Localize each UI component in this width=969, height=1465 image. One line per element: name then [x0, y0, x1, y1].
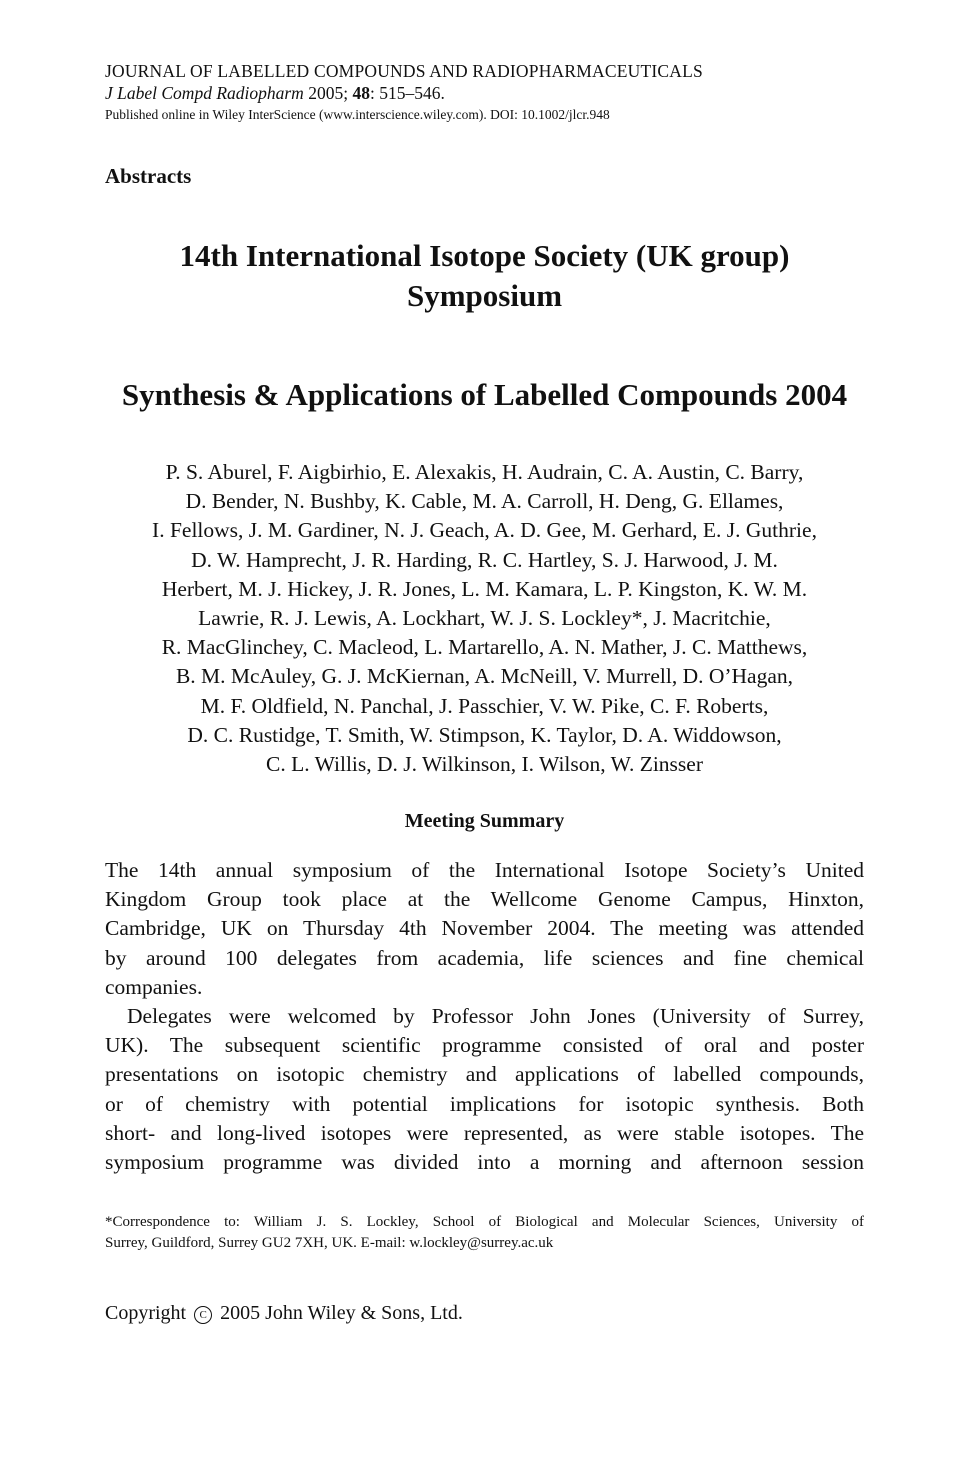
text-line: symposium programme was divided into a morning and afternoon session [105, 1150, 864, 1175]
citation-year: 2005; [308, 83, 349, 103]
journal-abbrev: J Label Compd Radiopharm [105, 83, 304, 103]
text-line: The 14th annual symposium of the International Isotope Society’s United [105, 858, 864, 882]
text-line: UK). The subsequent scientific programme consisted of oral and poster [105, 1033, 864, 1058]
author-line: Herbert, M. J. Hickey, J. R. Jones, L. M. Kamara, L. P. Kingston, K. W. M. [161, 576, 808, 601]
citation-volume: 48 [352, 83, 370, 103]
text-line: presentations on isotopic chemistry and applications of labelled compounds, [105, 1062, 864, 1087]
published-online-line: Published online in Wiley InterScience (www.interscience.wiley.com). DOI: 10.1002/jlcr.948 [105, 107, 610, 122]
author-line: Lawrie, R. J. Lewis, A. Lockhart, W. J. S. Lockley*, J. Macritchie, [198, 606, 771, 631]
text-line: Kingdom Group took place at the Wellcome Genome Campus, Hinxton, [105, 887, 864, 912]
title-line-2: Symposium [406, 278, 563, 313]
article-title [105, 236, 864, 316]
text-line: Cambridge, UK on Thursday 4th November 2004. The meeting was attended [105, 916, 864, 941]
citation-pages: : 515–546. [369, 83, 445, 103]
author-line: D. W. Hamprecht, J. R. Harding, R. C. Hartley, S. J. Harwood, J. M. [191, 547, 778, 572]
author-line: P. S. Aburel, F. Aigbirhio, E. Alexakis, H. Audrain, C. A. Austin, C. Barry, [165, 460, 804, 484]
article-subtitle: Synthesis & Applications of Labelled Compounds 2004 [121, 377, 848, 412]
article-page [105, 0, 864, 1465]
copyright-suffix: 2005 John Wiley & Sons, Ltd. [220, 1302, 463, 1324]
author-line: D. C. Rustidge, T. Smith, W. Stimpson, K. Taylor, D. A. Widdowson, [187, 722, 782, 747]
citation-line [105, 82, 864, 104]
meeting-summary-body [105, 856, 864, 1177]
journal-header [105, 60, 864, 126]
paragraph-2 [105, 1002, 864, 1177]
paragraph-1 [105, 856, 864, 1002]
text-line: short- and long-lived isotopes were represented, as were stable isotopes. The [105, 1120, 864, 1145]
copyright-notice [105, 1300, 463, 1326]
author-line: I. Fellows, J. M. Gardiner, N. J. Geach, A. D. Gee, M. Gerhard, E. J. Guthrie, [152, 518, 817, 543]
section-label: Abstracts [105, 164, 192, 188]
correspondence-footnote [105, 1212, 864, 1254]
text-line: Delegates were welcomed by Professor John Jones (University of Surrey, [127, 1004, 864, 1029]
footnote-line: *Correspondence to: William J. S. Lockley, School of Biological and Molecular Sciences, University of [105, 1214, 864, 1230]
text-line: by around 100 delegates from academia, life sciences and fine chemical [105, 945, 864, 970]
copyright-prefix: Copyright [105, 1302, 187, 1324]
author-line: B. M. McAuley, G. J. McKiernan, A. McNeill, V. Murrell, D. O’Hagan, [175, 664, 794, 689]
meeting-summary-heading: Meeting Summary [404, 810, 565, 832]
author-line: D. Bender, N. Bushby, K. Cable, M. A. Carroll, H. Deng, G. Ellames, [185, 489, 784, 514]
text-line: companies. [105, 974, 203, 999]
journal-name: JOURNAL OF LABELLED COMPOUNDS AND RADIOPHARMACEUTICALS [105, 61, 703, 81]
copyright-symbol-icon: C [194, 1306, 212, 1324]
text-line: or of chemistry with potential implications for isotopic synthesis. Both [105, 1091, 864, 1116]
author-line: M. F. Oldfield, N. Panchal, J. Passchier, V. W. Pike, C. F. Roberts, [200, 693, 769, 718]
author-list [105, 458, 864, 779]
author-line: C. L. Willis, D. J. Wilkinson, I. Wilson, W. Zinsser [266, 752, 703, 777]
title-line-1: 14th International Isotope Society (UK group) [179, 238, 790, 273]
author-line: R. MacGlinchey, C. Macleod, L. Martarello, A. N. Mather, J. C. Matthews, [161, 635, 808, 660]
footnote-line: Surrey, Guildford, Surrey GU2 7XH, UK. E-mail: w.lockley@surrey.ac.uk [105, 1235, 554, 1251]
